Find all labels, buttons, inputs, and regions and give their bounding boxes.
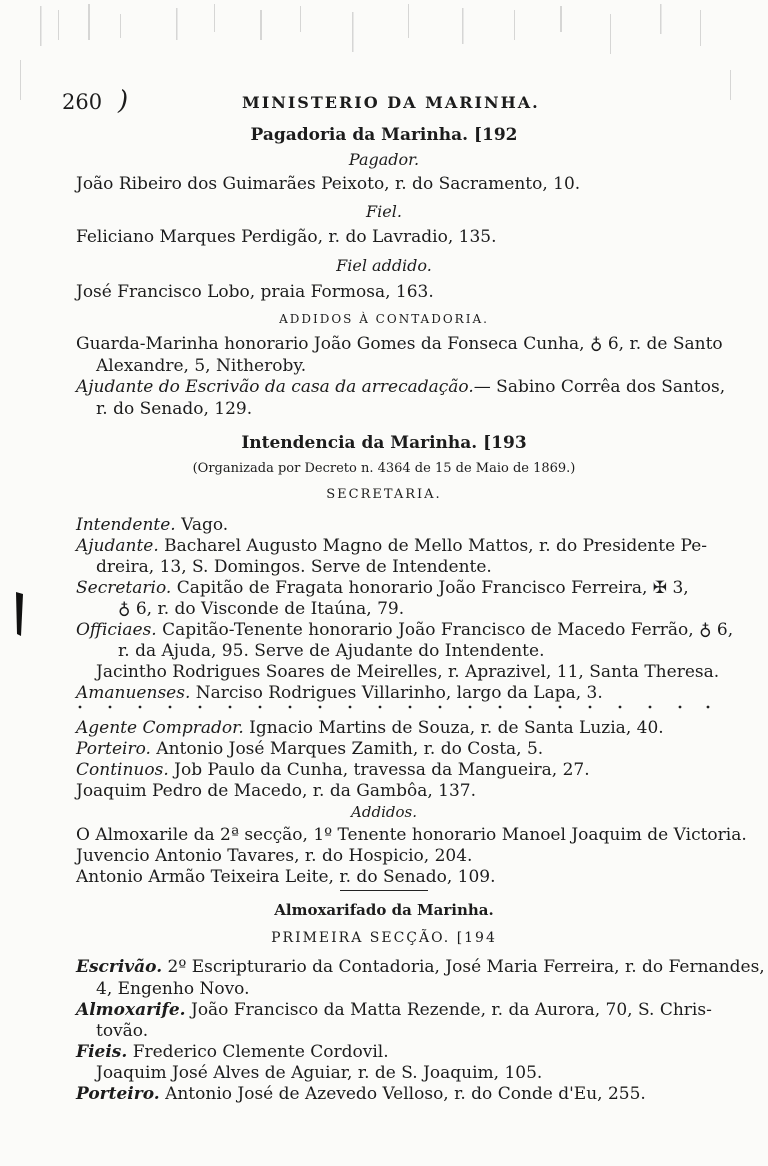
role-value: Capitão-Tenente honorario João Francisco de Macedo Ferrão, ♁ 6, — [156, 620, 734, 640]
entry-almoxarife — [76, 1000, 712, 1020]
subheading-secretaria: SECRETARIA. — [326, 487, 442, 502]
entry-guarda-marinha-line1: Guarda-Marinha honorario João Gomes da Fonseca Cunha, ♁ 6, r. de Santo — [76, 334, 723, 354]
entry-ajudante-escrivao — [76, 377, 725, 397]
role-value: João Francisco da Matta Rezende, r. da Aurora, 70, S. Chris- — [185, 1000, 712, 1020]
section-title-intendencia: Intendencia da Marinha. [193 — [241, 433, 527, 453]
role-label: Almoxarife. — [76, 1000, 186, 1020]
entry-armao: Antonio Armão Teixeira Leite, r. do Senado, 109. — [76, 867, 496, 887]
entry-ajudante-escrivao-line2: r. do Senado, 129. — [96, 399, 253, 419]
entry-guarda-marinha-line2: Alexandre, 5, Nitheroby. — [96, 356, 307, 376]
role-value: Narciso Rodrigues Villarinho, largo da Lapa, 3. — [190, 683, 603, 703]
role-value: Vago. — [175, 515, 229, 535]
entry-juvencio: Juvencio Antonio Tavares, r. do Hospicio, 204. — [76, 846, 473, 866]
role-label: Porteiro. — [76, 1084, 160, 1104]
role-value: Frederico Clemente Cordovil. — [127, 1042, 389, 1062]
entry-almoxarife-2a-seccao: O Almoxarile da 2ª secção, 1º Tenente honorario Manoel Joaquim de Victoria. — [76, 825, 747, 845]
section-title-almoxarifado: Almoxarifado da Marinha. — [274, 901, 494, 919]
page-number: 260 — [62, 90, 103, 114]
role-value: Sabino Corrêa dos Santos, — [490, 377, 726, 397]
role-label: Continuos. — [76, 760, 169, 780]
entry-officiaes — [76, 620, 733, 640]
entry-porteiro-intendencia — [76, 739, 543, 759]
page-header — [62, 86, 702, 118]
intendencia-decree-note: (Organizada por Decreto n. 4364 de 15 de Maio de 1869.) — [192, 461, 576, 476]
subheading-fiel-addido: Fiel addido. — [336, 256, 432, 275]
role-value: Ignacio Martins de Souza, r. de Santa Luzia, 40. — [243, 718, 664, 738]
role-value: Antonio José de Azevedo Velloso, r. do Conde d'Eu, 255. — [159, 1084, 646, 1104]
role-label: Ajudante. — [76, 536, 159, 556]
entry-fiel-addido: José Francisco Lobo, praia Formosa, 163. — [76, 282, 434, 302]
entry-porteiro-almoxarifado — [76, 1084, 646, 1104]
entry-escrivao — [76, 957, 765, 977]
entry-officiaes-line2: r. da Ajuda, 95. Serve de Ajudante do Intendente. — [118, 641, 545, 661]
subheading-primeira-seccao: PRIMEIRA SECÇÃO. [194 — [271, 930, 497, 946]
entry-joaquim-jose: Joaquim José Alves de Aguiar, r. de S. Joaquim, 105. — [96, 1063, 543, 1083]
role-label: Fieis. — [76, 1042, 128, 1062]
role-label: Amanuenses. — [76, 683, 191, 703]
role-value: 2º Escripturario da Contadoria, José Maria Ferreira, r. do Fernandes, — [162, 957, 765, 977]
entry-agente-comprador — [76, 718, 664, 738]
margin-bracket: ) — [118, 86, 129, 116]
entry-ajudante — [76, 536, 707, 556]
subheading-addidos: Addidos. — [351, 803, 417, 821]
section-title-pagadoria: Pagadoria da Marinha. [192 — [250, 125, 518, 145]
role-value: Job Paulo da Cunha, travessa da Mangueira, 27. — [168, 760, 590, 780]
role-label: Intendente. — [76, 515, 176, 535]
subheading-addidos-contadoria: ADDIDOS À CONTADORIA. — [279, 312, 489, 326]
role-value: Capitão de Fragata honorario João Francisco Ferreira, ✠ 3, — [171, 578, 689, 598]
entry-fiel: Feliciano Marques Perdigão, r. do Lavradio, 135. — [76, 227, 497, 247]
role-label: Ajudante do Escrivão da casa da arrecadação.— — [76, 377, 491, 397]
running-head: MINISTERIO DA MARINHA. — [242, 93, 540, 112]
entry-pagador: João Ribeiro dos Guimarães Peixoto, r. do Sacramento, 10. — [76, 174, 581, 194]
role-label: Porteiro. — [76, 739, 151, 759]
entry-intendente — [76, 515, 228, 535]
role-value: Antonio José Marques Zamith, r. do Costa, 5. — [150, 739, 544, 759]
margin-ink-mark — [14, 590, 24, 638]
entry-secretario-line2: ♁ 6, r. do Visconde de Itaúna, 79. — [118, 599, 405, 619]
entry-escrivao-line2: 4, Engenho Novo. — [96, 979, 250, 999]
entry-joaquim-pedro: Joaquim Pedro de Macedo, r. da Gambôa, 137. — [76, 781, 476, 801]
entry-almoxarife-line2: tovão. — [96, 1021, 149, 1041]
subheading-pagador: Pagador. — [348, 150, 420, 169]
role-label: Escrivão. — [76, 957, 163, 977]
role-value: Bacharel Augusto Magno de Mello Mattos, r. do Presidente Pe- — [158, 536, 708, 556]
entry-fieis — [76, 1042, 389, 1062]
entry-amanuenses — [76, 683, 603, 703]
dot-leader-row — [76, 704, 712, 710]
entry-secretario — [76, 578, 689, 598]
role-label: Officiaes. — [76, 620, 157, 640]
subheading-fiel: Fiel. — [366, 202, 402, 221]
entry-continuos — [76, 760, 590, 780]
role-label: Secretario. — [76, 578, 172, 598]
entry-jacintho: Jacintho Rodrigues Soares de Meirelles, r. Aprazivel, 11, Santa Theresa. — [96, 662, 720, 682]
entry-ajudante-line2: dreira, 13, S. Domingos. Serve de Intendente. — [96, 557, 492, 577]
role-label: Agente Comprador. — [76, 718, 244, 738]
section-divider — [340, 890, 428, 891]
